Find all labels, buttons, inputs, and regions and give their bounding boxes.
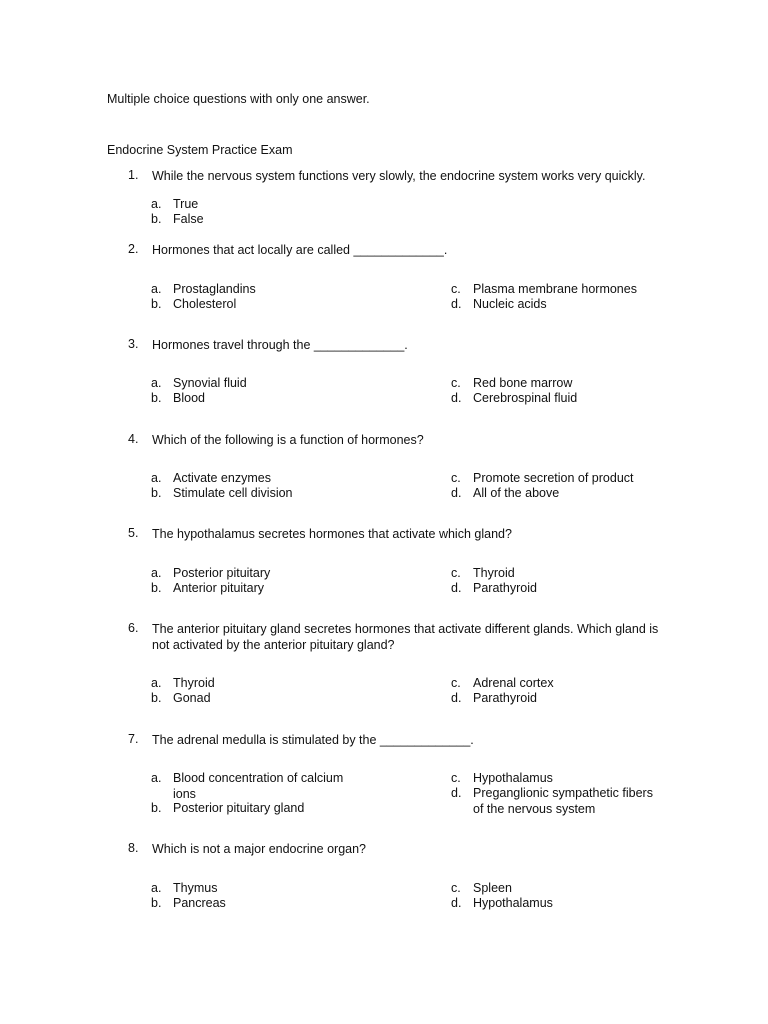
option-text: Blood (173, 391, 205, 405)
option-text: Nucleic acids (473, 297, 547, 311)
option-letter: c. (451, 282, 461, 296)
question-number: 3. (128, 337, 139, 351)
option-text: Cerebrospinal fluid (473, 391, 578, 405)
option-text: Thymus (173, 881, 218, 895)
option-text: Parathyroid (473, 581, 537, 595)
option-text: Red bone marrow (473, 376, 573, 390)
option-letter: d. (451, 486, 462, 500)
option-letter: b. (151, 212, 162, 226)
option-text: Activate enzymes (173, 471, 271, 485)
question-number: 2. (128, 242, 139, 256)
option-text: Gonad (173, 691, 211, 705)
option-text: Hypothalamus (473, 771, 553, 785)
instructions-text: Multiple choice questions with only one answer. (107, 92, 370, 106)
option-letter: d. (451, 691, 462, 705)
option-letter: b. (151, 896, 162, 910)
question-number: 6. (128, 621, 139, 635)
option-letter: c. (451, 676, 461, 690)
question-text: Hormones travel through the _____________. (152, 338, 408, 352)
option-text: Promote secretion of product (473, 471, 634, 485)
option-letter: b. (151, 581, 162, 595)
option-text: Prostaglandins (173, 282, 256, 296)
question-text: The anterior pituitary gland secretes hormones that activate different glands. Which gland is not activated by the anterior pituitary gland? (152, 622, 659, 652)
option-letter: c. (451, 771, 461, 785)
option-text: Preganglionic sympathetic fibers of the nervous system (473, 786, 653, 816)
question-text: While the nervous system functions very slowly, the endocrine system works very quickly. (152, 169, 646, 183)
option-letter: a. (151, 881, 162, 895)
option-letter: c. (451, 376, 461, 390)
question-number: 1. (128, 168, 139, 182)
option-letter: d. (451, 786, 462, 800)
option-text: Plasma membrane hormones (473, 282, 637, 296)
option-text: Hypothalamus (473, 896, 553, 910)
option-letter: b. (151, 801, 162, 815)
option-letter: c. (451, 471, 461, 485)
option-letter: a. (151, 771, 162, 785)
question-text: The adrenal medulla is stimulated by the _____________. (152, 733, 474, 747)
option-letter: a. (151, 376, 162, 390)
question-text: Which is not a major endocrine organ? (152, 842, 367, 856)
option-text: Blood concentration of calcium ions (173, 771, 344, 801)
option-text: False (173, 212, 204, 226)
option-letter: a. (151, 282, 162, 296)
option-text: Pancreas (173, 896, 226, 910)
question-text: Hormones that act locally are called _____________. (152, 243, 448, 257)
option-letter: a. (151, 471, 162, 485)
option-letter: c. (451, 566, 461, 580)
option-letter: a. (151, 676, 162, 690)
option-letter: d. (451, 581, 462, 595)
option-text: Synovial fluid (173, 376, 247, 390)
option-text: Stimulate cell division (173, 486, 293, 500)
option-letter: c. (451, 881, 461, 895)
question-number: 7. (128, 732, 139, 746)
option-letter: d. (451, 896, 462, 910)
option-text: Parathyroid (473, 691, 537, 705)
question-text: The hypothalamus secretes hormones that activate which gland? (152, 527, 512, 541)
option-text: Cholesterol (173, 297, 237, 311)
option-letter: b. (151, 486, 162, 500)
question-number: 5. (128, 526, 139, 540)
question-number: 4. (128, 432, 139, 446)
option-letter: d. (451, 297, 462, 311)
option-text: Spleen (473, 881, 512, 895)
option-text: Thyroid (173, 676, 215, 690)
option-text: Anterior pituitary (173, 581, 265, 595)
option-letter: d. (451, 391, 462, 405)
option-letter: b. (151, 297, 162, 311)
question-text: Which of the following is a function of hormones? (152, 433, 424, 447)
option-text: Posterior pituitary (173, 566, 271, 580)
option-text: Thyroid (473, 566, 515, 580)
option-letter: a. (151, 566, 162, 580)
option-letter: b. (151, 691, 162, 705)
option-text: Adrenal cortex (473, 676, 554, 690)
option-text: Posterior pituitary gland (173, 801, 305, 815)
option-text: All of the above (473, 486, 560, 500)
exam-title: Endocrine System Practice Exam (107, 143, 293, 157)
question-number: 8. (128, 841, 139, 855)
option-text: True (173, 197, 199, 211)
option-letter: b. (151, 391, 162, 405)
option-letter: a. (151, 197, 162, 211)
